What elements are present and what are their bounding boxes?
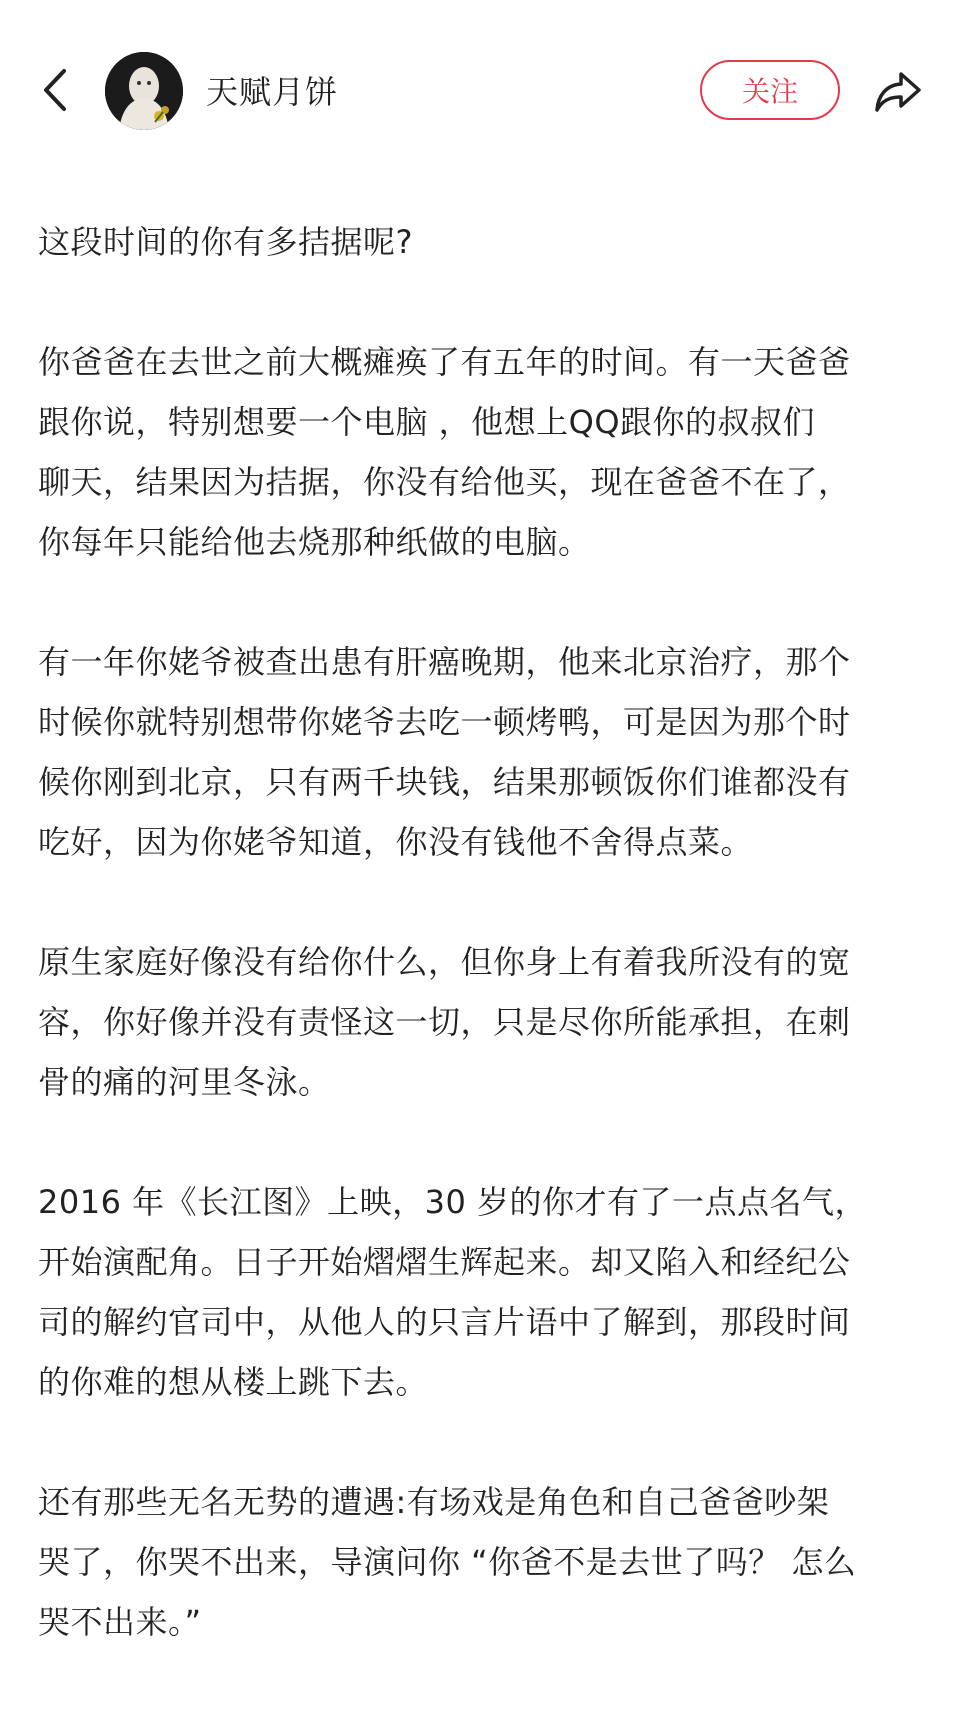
text-line: 你爸爸在去世之前大概瘫痪了有五年的时间。有一天爸爸	[38, 343, 851, 381]
text-line: 司的解约官司中，从他人的只言片语中了解到，那段时间	[38, 1303, 851, 1341]
chevron-left-icon	[40, 67, 70, 113]
text-line: 跟你说，特别想要一个电脑 ，他想上QQ跟你的叔叔们	[38, 403, 816, 441]
text-line: 的你难的想从楼上跳下去。	[38, 1363, 429, 1401]
text-line: 这段时间的你有多拮据呢?	[38, 223, 413, 261]
text-line: 骨的痛的河里冬泳。	[38, 1063, 331, 1101]
text-line: 你每年只能给他去烧那种纸做的电脑。	[38, 523, 591, 561]
username[interactable]: 天赋月饼	[206, 73, 339, 111]
text-line: 还有那些无名无势的遭遇:有场戏是角色和自己爸爸吵架	[38, 1483, 830, 1521]
avatar-image	[105, 52, 183, 130]
text-line: 原生家庭好像没有给你什么，但你身上有着我所没有的宽	[38, 943, 851, 981]
avatar[interactable]	[105, 52, 183, 130]
text-line: 开始演配角。日子开始熠熠生辉起来。却又陷入和经纪公	[38, 1243, 851, 1281]
post-paragraph-4	[38, 932, 928, 1112]
post-paragraph-1	[38, 212, 928, 272]
post-paragraph-2	[38, 332, 928, 572]
text-line: 时候你就特别想带你姥爷去吃一顿烤鸭，可是因为那个时	[38, 703, 851, 741]
text-line: 有一年你姥爷被查出患有肝癌晚期，他来北京治疗，那个	[38, 643, 851, 681]
post-paragraph-5	[38, 1172, 928, 1412]
share-arrow-icon	[873, 70, 923, 114]
text-line: 聊天，结果因为拮据，你没有给他买，现在爸爸不在了，	[38, 463, 851, 501]
text-line: 候你刚到北京，只有两千块钱，结果那顿饭你们谁都没有	[38, 763, 851, 801]
post-paragraph-6	[38, 1472, 928, 1652]
post-content	[38, 212, 928, 1712]
text-line: 2016 年《长江图》上映，30 岁的你才有了一点点名气，	[38, 1183, 868, 1221]
share-button[interactable]	[868, 62, 928, 122]
text-line: 吃好，因为你姥爷知道，你没有钱他不舍得点菜。	[38, 823, 754, 861]
back-button[interactable]	[30, 60, 80, 120]
post-paragraph-3	[38, 632, 928, 872]
text-line: 哭了，你哭不出来，导演问你 “你爸不是去世了吗？ 怎么	[38, 1543, 857, 1581]
top-bar	[0, 0, 960, 180]
text-line: 哭不出来。”	[38, 1603, 202, 1641]
follow-button[interactable]: 关注	[700, 60, 840, 120]
text-line: 容，你好像并没有责怪这一切，只是尽你所能承担，在刺	[38, 1003, 851, 1041]
